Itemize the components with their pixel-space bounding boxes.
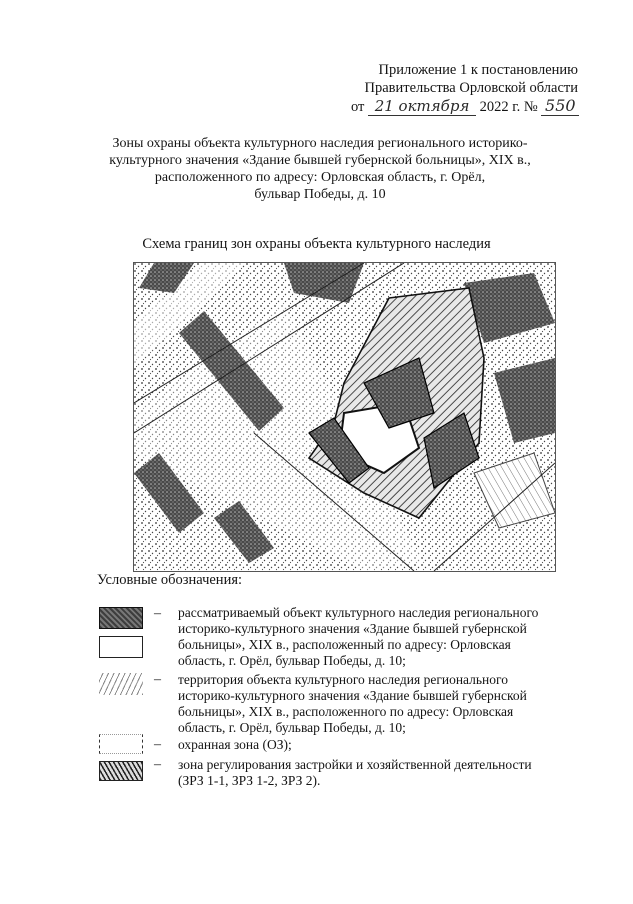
appendix-line-2: Правительства Орловской области: [364, 80, 578, 96]
legend-item-1-line-3: больницы», XIX в., расположенный по адресу: Орловская: [178, 637, 511, 652]
document-title: [60, 135, 580, 203]
legend-dash-1: –: [154, 606, 161, 621]
legend-dash-4: –: [154, 757, 161, 772]
date-prefix: от: [351, 99, 365, 115]
title-line-1: Зоны охраны объекта культурного наследия регионального историко-: [112, 136, 528, 151]
legend-item-1-line-1: рассматриваемый объект культурного наследия регионального: [178, 605, 539, 620]
appendix-line-1: Приложение 1 к постановлению: [378, 62, 578, 78]
legend-item-2-line-3: больницы», XIX в., расположенного по адресу: Орловская: [178, 704, 514, 719]
title-line-3: расположенного по адресу: Орловская область, г. Орёл,: [154, 170, 486, 185]
legend-item-1-line-2: историко-культурного значения «Здание бывшей губернской: [178, 621, 527, 636]
legend-item-protection-zone: охранная зона (ОЗ);: [178, 737, 292, 752]
year-number-label: 2022 г. №: [479, 99, 538, 115]
map-graphic: [134, 263, 555, 571]
legend-dash-3: –: [154, 737, 161, 752]
legend-heading: Условные обозначения:: [97, 572, 243, 588]
legend-item-4-line-1: зона регулирования застройки и хозяйственной деятельности: [178, 757, 532, 772]
zone-scheme-map: [133, 262, 556, 572]
legend-symbol-regulation-zone: [99, 761, 143, 781]
legend-item-1-line-4: область, г. Орёл, бульвар Победы, д. 10;: [178, 653, 406, 668]
legend-item-object: [178, 605, 563, 669]
title-line-2: культурного значения «Здание бывшей губернской больницы», XIX в.,: [109, 153, 531, 168]
legend-item-4-line-2: (ЗРЗ 1-1, ЗРЗ 1-2, ЗРЗ 2).: [178, 773, 321, 788]
legend-symbol-object-border: [99, 636, 143, 658]
legend-item-2-line-2: историко-культурного значения «Здание бывшей губернской: [178, 688, 527, 703]
legend-symbol-territory: [99, 673, 143, 695]
legend-symbol-object: [99, 607, 143, 629]
legend-item-territory: [178, 672, 563, 736]
title-line-4: бульвар Победы, д. 10: [254, 187, 386, 202]
legend-symbol-protection-zone: [99, 734, 143, 754]
appendix-date-line: [351, 96, 581, 116]
scheme-title: Схема границ зон охраны объекта культурного наследия: [142, 236, 491, 252]
handwritten-number: 550: [541, 96, 579, 116]
legend-item-2-line-1: территория объекта культурного наследия регионального: [178, 672, 508, 687]
legend-dash-2: –: [154, 672, 161, 687]
legend-item-2-line-4: область, г. Орёл, бульвар Победы, д. 10;: [178, 720, 406, 735]
handwritten-date: 21 октября: [368, 97, 476, 116]
legend-item-regulation-zone: [178, 757, 563, 789]
